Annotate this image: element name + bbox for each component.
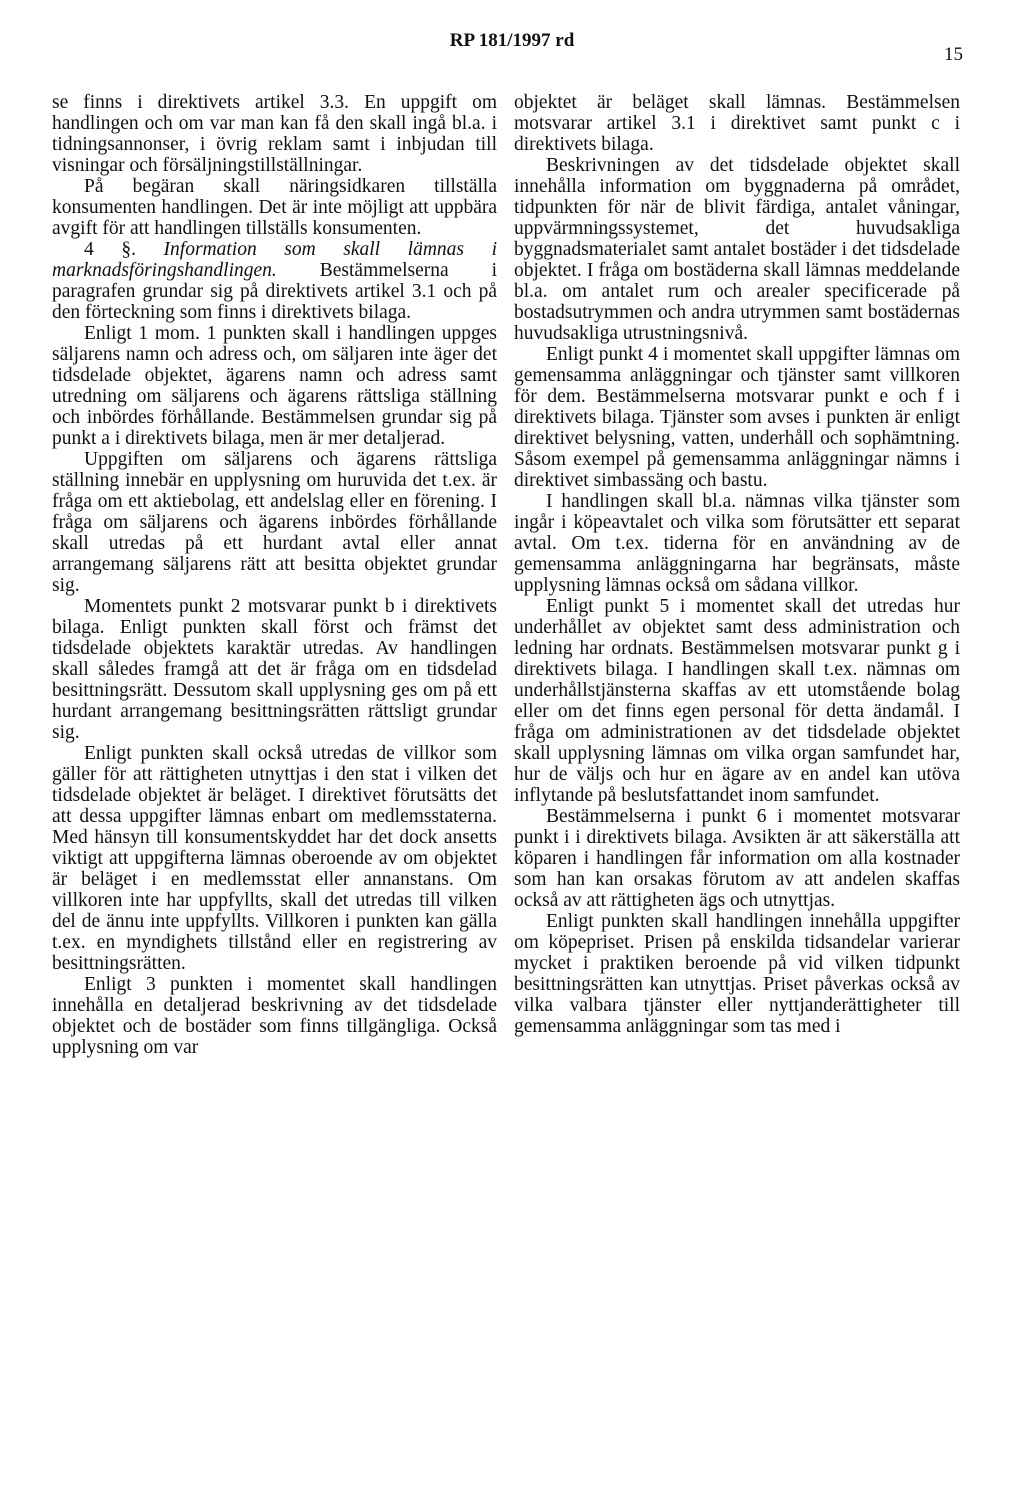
paragraph: Uppgiften om säljarens och ägarens rättsliga ställning innebär en upplysning om huruvida det t.ex. är fråga om ett aktiebolag, ett andelslag eller en förening. I fråga om säljarens och ägarens inbördes förhållande skall utredas på ett hurdant avtal eller annat arrangemang säljarens rätt att besitta objektet grundar sig. — [52, 449, 497, 596]
paragraph: I handlingen skall bl.a. nämnas vilka tjänster som ingår i köpeavtalet och vilka som förutsätter ett separat avtal. Om t.ex. tiderna för en användning av de gemensamma anläggningarna har begränsats, måste upplysning lämnas också om sådana villkor. — [514, 491, 960, 596]
section-4-paragraph — [52, 239, 497, 323]
section-text: Bestämmelserna i paragrafen grundar sig på direktivets artikel 3.1 och på den förteckning som finns i direktivets bilaga. — [52, 260, 497, 323]
paragraph: Momentets punkt 2 motsvarar punkt b i direktivets bilaga. Enligt punkten skall först och främst det tidsdelade objektets karaktär utredas. Av handlingen skall således framgå att det är fråga om en tidsdelad besittningsrätt. Dessutom skall upplysning ges om på ett hurdant arrangemang besittningsrätten rättsligt grundar sig. — [52, 596, 497, 743]
paragraph: På begäran skall näringsidkaren tillställa konsumenten handlingen. Det är inte möjligt att uppbära avgift för att handlingen tillställs konsumenten. — [52, 176, 497, 239]
paragraph: Enligt punkten skall också utredas de villkor som gäller för att rättigheten utnyttjas i den stat i vilken det tidsdelade objektet är beläget. I direktivet förutsätts det att dessa uppgifter lämnas enbart om medlemsstaterna. Med hänsyn till konsumentskyddet har det dock ansetts viktigt att uppgifterna lämnas oberoende av om objektet är beläget i en medlemsstat eller annanstans. Om villkoren inte har uppfyllts, skall det utredas till vilken del de ännu inte uppfyllts. Villkoren i punkten kan gälla t.ex. en myndighets tillstånd eller en registrering av besittningsrätten. — [52, 743, 497, 974]
left-text-column — [52, 92, 497, 1058]
paragraph: objektet är beläget skall lämnas. Bestämmelsen motsvarar artikel 3.1 i direktivet samt punkt c i direktivets bilaga. — [514, 92, 960, 155]
section-heading: Information som skall lämnas i marknadsföringshandlingen. — [52, 239, 497, 281]
paragraph: Beskrivningen av det tidsdelade objektet skall innehålla information om byggnaderna på området, tidpunkten för när de blivit färdiga, antalet våningar, uppvärmningssystemet, det huvudsakliga byggnadsmaterialet samt antalet bostäder i det tidsdelade objektet. I fråga om bostäderna skall lämnas meddelande bl.a. om antalet rum och arealer specificerade på bostadsutrymmen och andra utrymmen samt bostädernas huvudsakliga utrustningsnivå. — [514, 155, 960, 344]
paragraph: Enligt 3 punkten i momentet skall handlingen innehålla en detaljerad beskrivning av det tidsdelade objektet och de bostäder som finns tillgängliga. Också upplysning om var — [52, 974, 497, 1058]
paragraph: Enligt punkten skall handlingen innehålla uppgifter om köpepriset. Prisen på enskilda tidsandelar varierar mycket i praktiken beroende på vid vilken tidpunkt besittningsrätten kan utnyttjas. Priset påverkas också av vilka valbara tjänster eller nyttjanderättigheter till gemensamma anläggningar som tas med i — [514, 911, 960, 1037]
right-text-column — [514, 92, 960, 1037]
paragraph: Enligt punkt 4 i momentet skall uppgifter lämnas om gemensamma anläggningar och tjänster samt villkoren för dem. Bestämmelserna motsvarar punkt e och f i direktivets bilaga. Tjänster som avses i punkten är enligt direktivet belysning, vatten, underhåll och sophämtning. Såsom exempel på gemensamma anläggningar nämns i direktivet simbassäng och bastu. — [514, 344, 960, 491]
page-header-title: RP 181/1997 rd — [449, 30, 575, 51]
page-number: 15 — [944, 44, 963, 65]
paragraph: Enligt 1 mom. 1 punkten skall i handlingen uppges säljarens namn och adress och, om säljaren inte äger det tidsdelade objektet, ägarens namn och adress samt utredning om säljarens och ägarens rättsliga ställning och inbördes förhållande. Bestämmelsen grundar sig på punkt a i direktivets bilaga, men är mer detaljerad. — [52, 323, 497, 449]
paragraph: se finns i direktivets artikel 3.3. En uppgift om handlingen och om var man kan få den skall ingå bl.a. i tidningsannonser, i övrig reklam samt i inbjudan till visningar och försäljningstillställningar. — [52, 92, 497, 176]
paragraph: Bestämmelserna i punkt 6 i momentet motsvarar punkt i i direktivets bilaga. Avsikten är att säkerställa att köparen i handlingen får information om alla kostnader som han kan orsakas förutom av att andelen skaffas också av att rättigheten ägs och utnyttjas. — [514, 806, 960, 911]
paragraph: Enligt punkt 5 i momentet skall det utredas hur underhållet av objektet samt dess administration och ledning har ordnats. Bestämmelsen motsvarar punkt g i direktivets bilaga. I handlingen skall t.ex. nämnas om underhållstjänsterna skaffas av ett utomstående bolag eller om det finns egen personal för detta ändamål. I fråga om administrationen av det tidsdelade objektet skall upplysning lämnas om vilka organ samfundet har, hur de väljs och hur en ägare av en andel kan utöva inflytande på beslutsfattandet inom samfundet. — [514, 596, 960, 806]
section-number: 4 §. — [84, 239, 164, 260]
